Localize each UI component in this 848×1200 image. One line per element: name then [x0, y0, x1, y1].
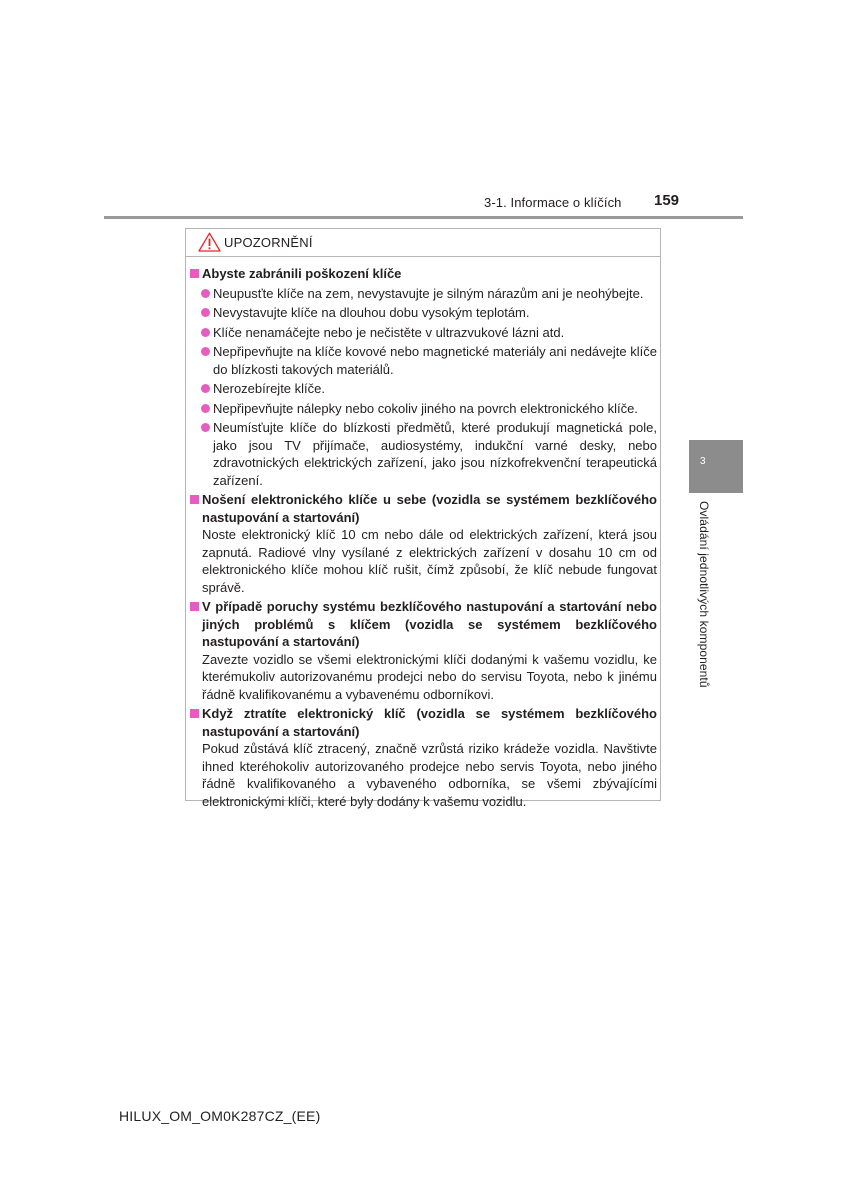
- section-heading-text: Nošení elektronického klíče u sebe (vozidla se systémem bezklíčového nastupování a startování): [202, 492, 657, 525]
- warning-content: [189, 265, 657, 810]
- round-bullet-icon: [201, 289, 210, 298]
- document-code: HILUX_OM_OM0K287CZ_(EE): [119, 1108, 321, 1124]
- section-heading-text: Abyste zabránili poškození klíče: [202, 266, 402, 281]
- round-bullet-icon: [201, 308, 210, 317]
- warning-title-bar: [186, 229, 660, 257]
- round-bullet-icon: [201, 384, 210, 393]
- section-body: Pokud zůstává klíč ztracený, značně vzrůstá riziko krádeže vozidla. Navštivte ihned kteréhokoliv autorizovaného prodejce nebo servis Toyota, nebo jiného řádně kvalifikovaného a vybaveného odborníka, se všemi zbývajícími elektronickými klíči, které byly dodány k vašemu vozidlu.: [202, 741, 657, 809]
- section-heading-text: V případě poruchy systému bezklíčového nastupování a startování nebo jiných problémů s klíčem (vozidla se systémem bezklíčového nastupování a startování): [202, 599, 657, 649]
- round-bullet-icon: [201, 423, 210, 432]
- section-heading: [189, 265, 657, 283]
- section-heading: [189, 705, 657, 740]
- section-heading: [189, 598, 657, 651]
- section-heading: [189, 491, 657, 526]
- chapter-number: 3: [700, 456, 706, 467]
- list-item: [189, 419, 657, 489]
- section-heading-text: Když ztratíte elektronický klíč (vozidla se systémem bezklíčového nastupování a startování): [202, 706, 657, 739]
- round-bullet-icon: [201, 328, 210, 337]
- list-item: [189, 400, 657, 418]
- list-item: [189, 304, 657, 322]
- list-item-text: Neupusťte klíče na zem, nevystavujte je silným nárazům ani je neohýbejte.: [213, 285, 644, 301]
- page-number: 159: [654, 192, 680, 209]
- list-item-text: Klíče nenamáčejte nebo je nečistěte v ultrazvukové lázni atd.: [213, 324, 565, 340]
- list-item-text: Nerozebírejte klíče.: [213, 381, 325, 396]
- round-bullet-icon: [201, 347, 210, 356]
- chapter-tab: [689, 440, 743, 493]
- list-item: [189, 324, 657, 342]
- list-item-text: Nevystavujte klíče na dlouhou dobu vysokým teplotám.: [213, 305, 530, 320]
- square-bullet-icon: [190, 709, 199, 718]
- section-body: Noste elektronický klíč 10 cm nebo dále od elektrických zařízení, která jsou zapnutá. Radiové vlny vysílané z elektrických zařízení v dosahu 10 cm od elektronického klíče mohou klíč rušit, čímž způsobí, že klíč nebude fungovat správě.: [202, 527, 657, 595]
- warning-triangle-icon: [198, 232, 221, 252]
- chapter-title: Ovládání jednotlivých komponentů: [697, 501, 711, 688]
- square-bullet-icon: [190, 269, 199, 278]
- header-divider: [104, 216, 743, 219]
- warning-title: UPOZORNĚNÍ: [224, 235, 313, 250]
- warning-box: [185, 228, 661, 809]
- square-bullet-icon: [190, 602, 199, 611]
- section-title: 3-1. Informace o klíčích: [484, 195, 622, 210]
- list-item: [189, 343, 657, 378]
- round-bullet-icon: [201, 404, 210, 413]
- list-item: [189, 285, 657, 303]
- list-item-text: Neumísťujte klíče do blízkosti předmětů, které produkují magnetická pole, jako jsou TV přijímače, audiosystémy, indukční varné desky, nebo zdravotnických elektrických zařízení, jako jsou nízkofrekvenční terapeutická zařízení.: [213, 420, 657, 488]
- list-item: [189, 380, 657, 398]
- square-bullet-icon: [190, 495, 199, 504]
- section-body: Zavezte vozidlo se všemi elektronickými klíči dodanými k vašemu vozidlu, ke kterémukoliv autorizovanému prodejci nebo do servisu Toyota, nebo k jinému řádně kvalifikovanému a vybavenému odborníkovi.: [202, 651, 657, 702]
- list-item-text: Nepřipevňujte nálepky nebo cokoliv jiného na povrch elektronického klíče.: [213, 400, 638, 416]
- list-item-text: Nepřipevňujte na klíče kovové nebo magnetické materiály ani nedávejte klíče do blízkosti takových materiálů.: [213, 344, 657, 377]
